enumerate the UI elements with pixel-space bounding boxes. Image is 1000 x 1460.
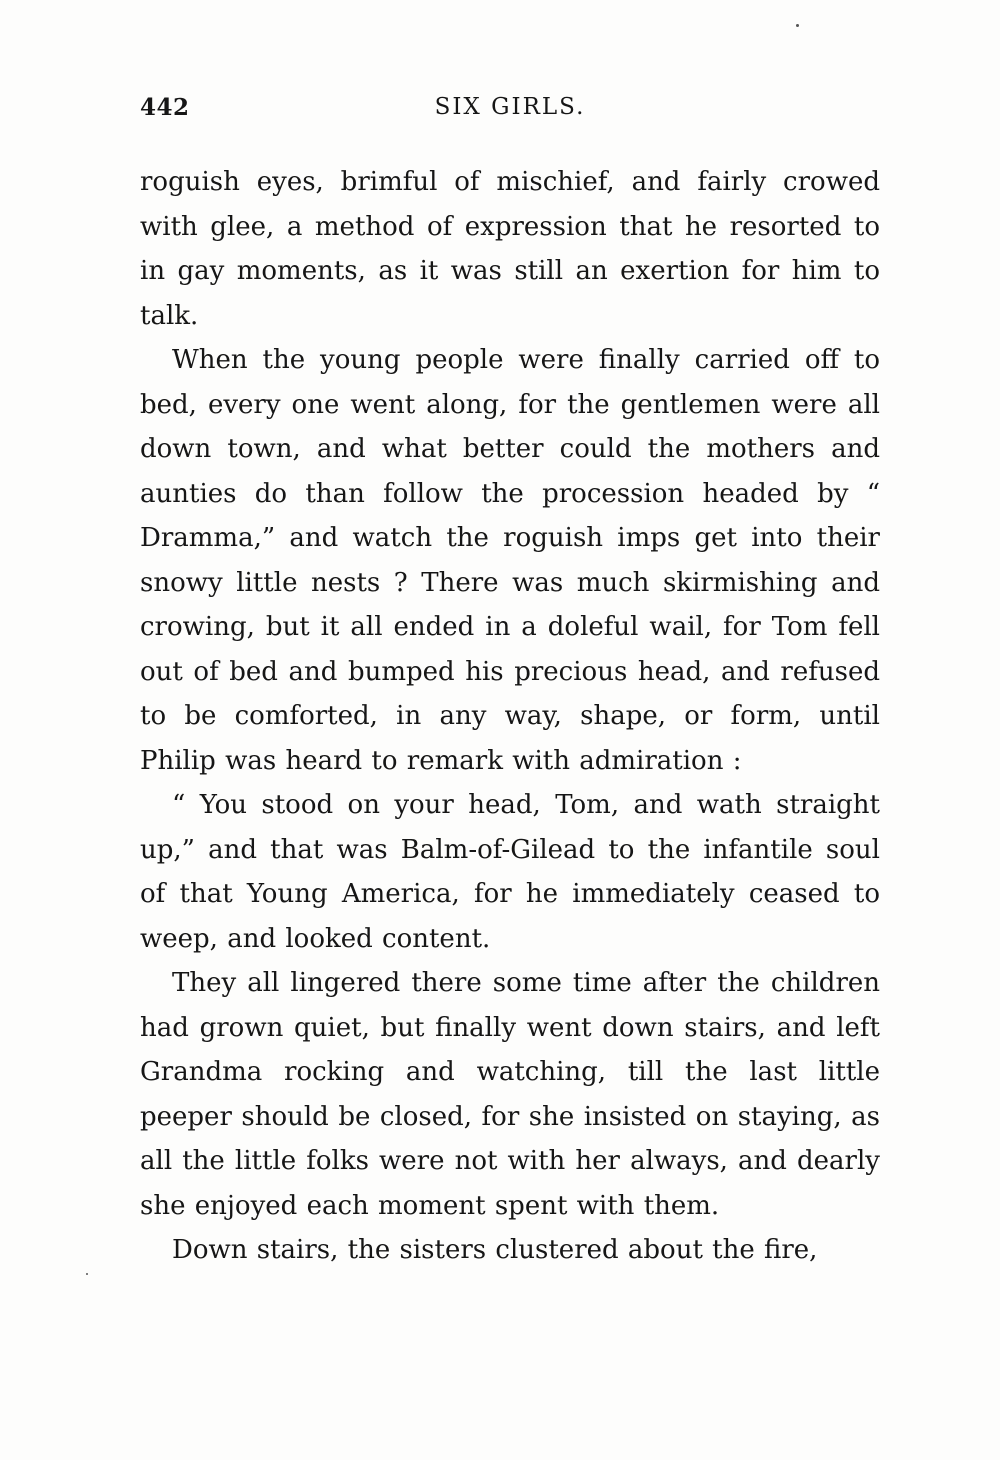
page-number: 442 <box>140 94 190 121</box>
running-head: SIX GIRLS. <box>434 94 586 120</box>
paragraph-continued: roguish eyes, brimful of mischief, and fairly crowed with glee, a method of expression that he resorted to in gay moments, as it was still an exertion for him to talk. <box>140 167 880 331</box>
paragraph-bedtime: When the young people were finally carried off to bed, every one went along, for the gentlemen were all down town, and what better could the mothers and aunties do than follow the procession headed by “ Dramma,” and watch the roguish imps get into their snowy little nests ? There was much skirmishing and crowing, but it all ended in a doleful wail, for Tom fell out of bed and bumped his precious head, and refused to be comforted, in any way, shape, or form, until Philip was heard to remark with admiration : <box>140 345 880 776</box>
scan-speck <box>796 24 799 27</box>
paragraph-grandma: They all lingered there some time after the children had grown quiet, but finally went down stairs, and left Grandma rocking and watching, till the last little peeper should be closed, for she insisted on staying, as all the little folks were not with her always, and dearly she enjoyed each moment spent with them. <box>140 968 880 1221</box>
page-header <box>140 94 880 128</box>
paragraph-quote: “ You stood on your head, Tom, and wath straight up,” and that was Balm-of-Gilead to the infantile soul of that Young America, for he immediately ceased to weep, and looked content. <box>140 790 880 954</box>
body-text <box>140 160 880 1273</box>
scan-speck <box>86 1273 88 1275</box>
paragraph-downstairs: Down stairs, the sisters clustered about the fire, <box>172 1235 818 1265</box>
